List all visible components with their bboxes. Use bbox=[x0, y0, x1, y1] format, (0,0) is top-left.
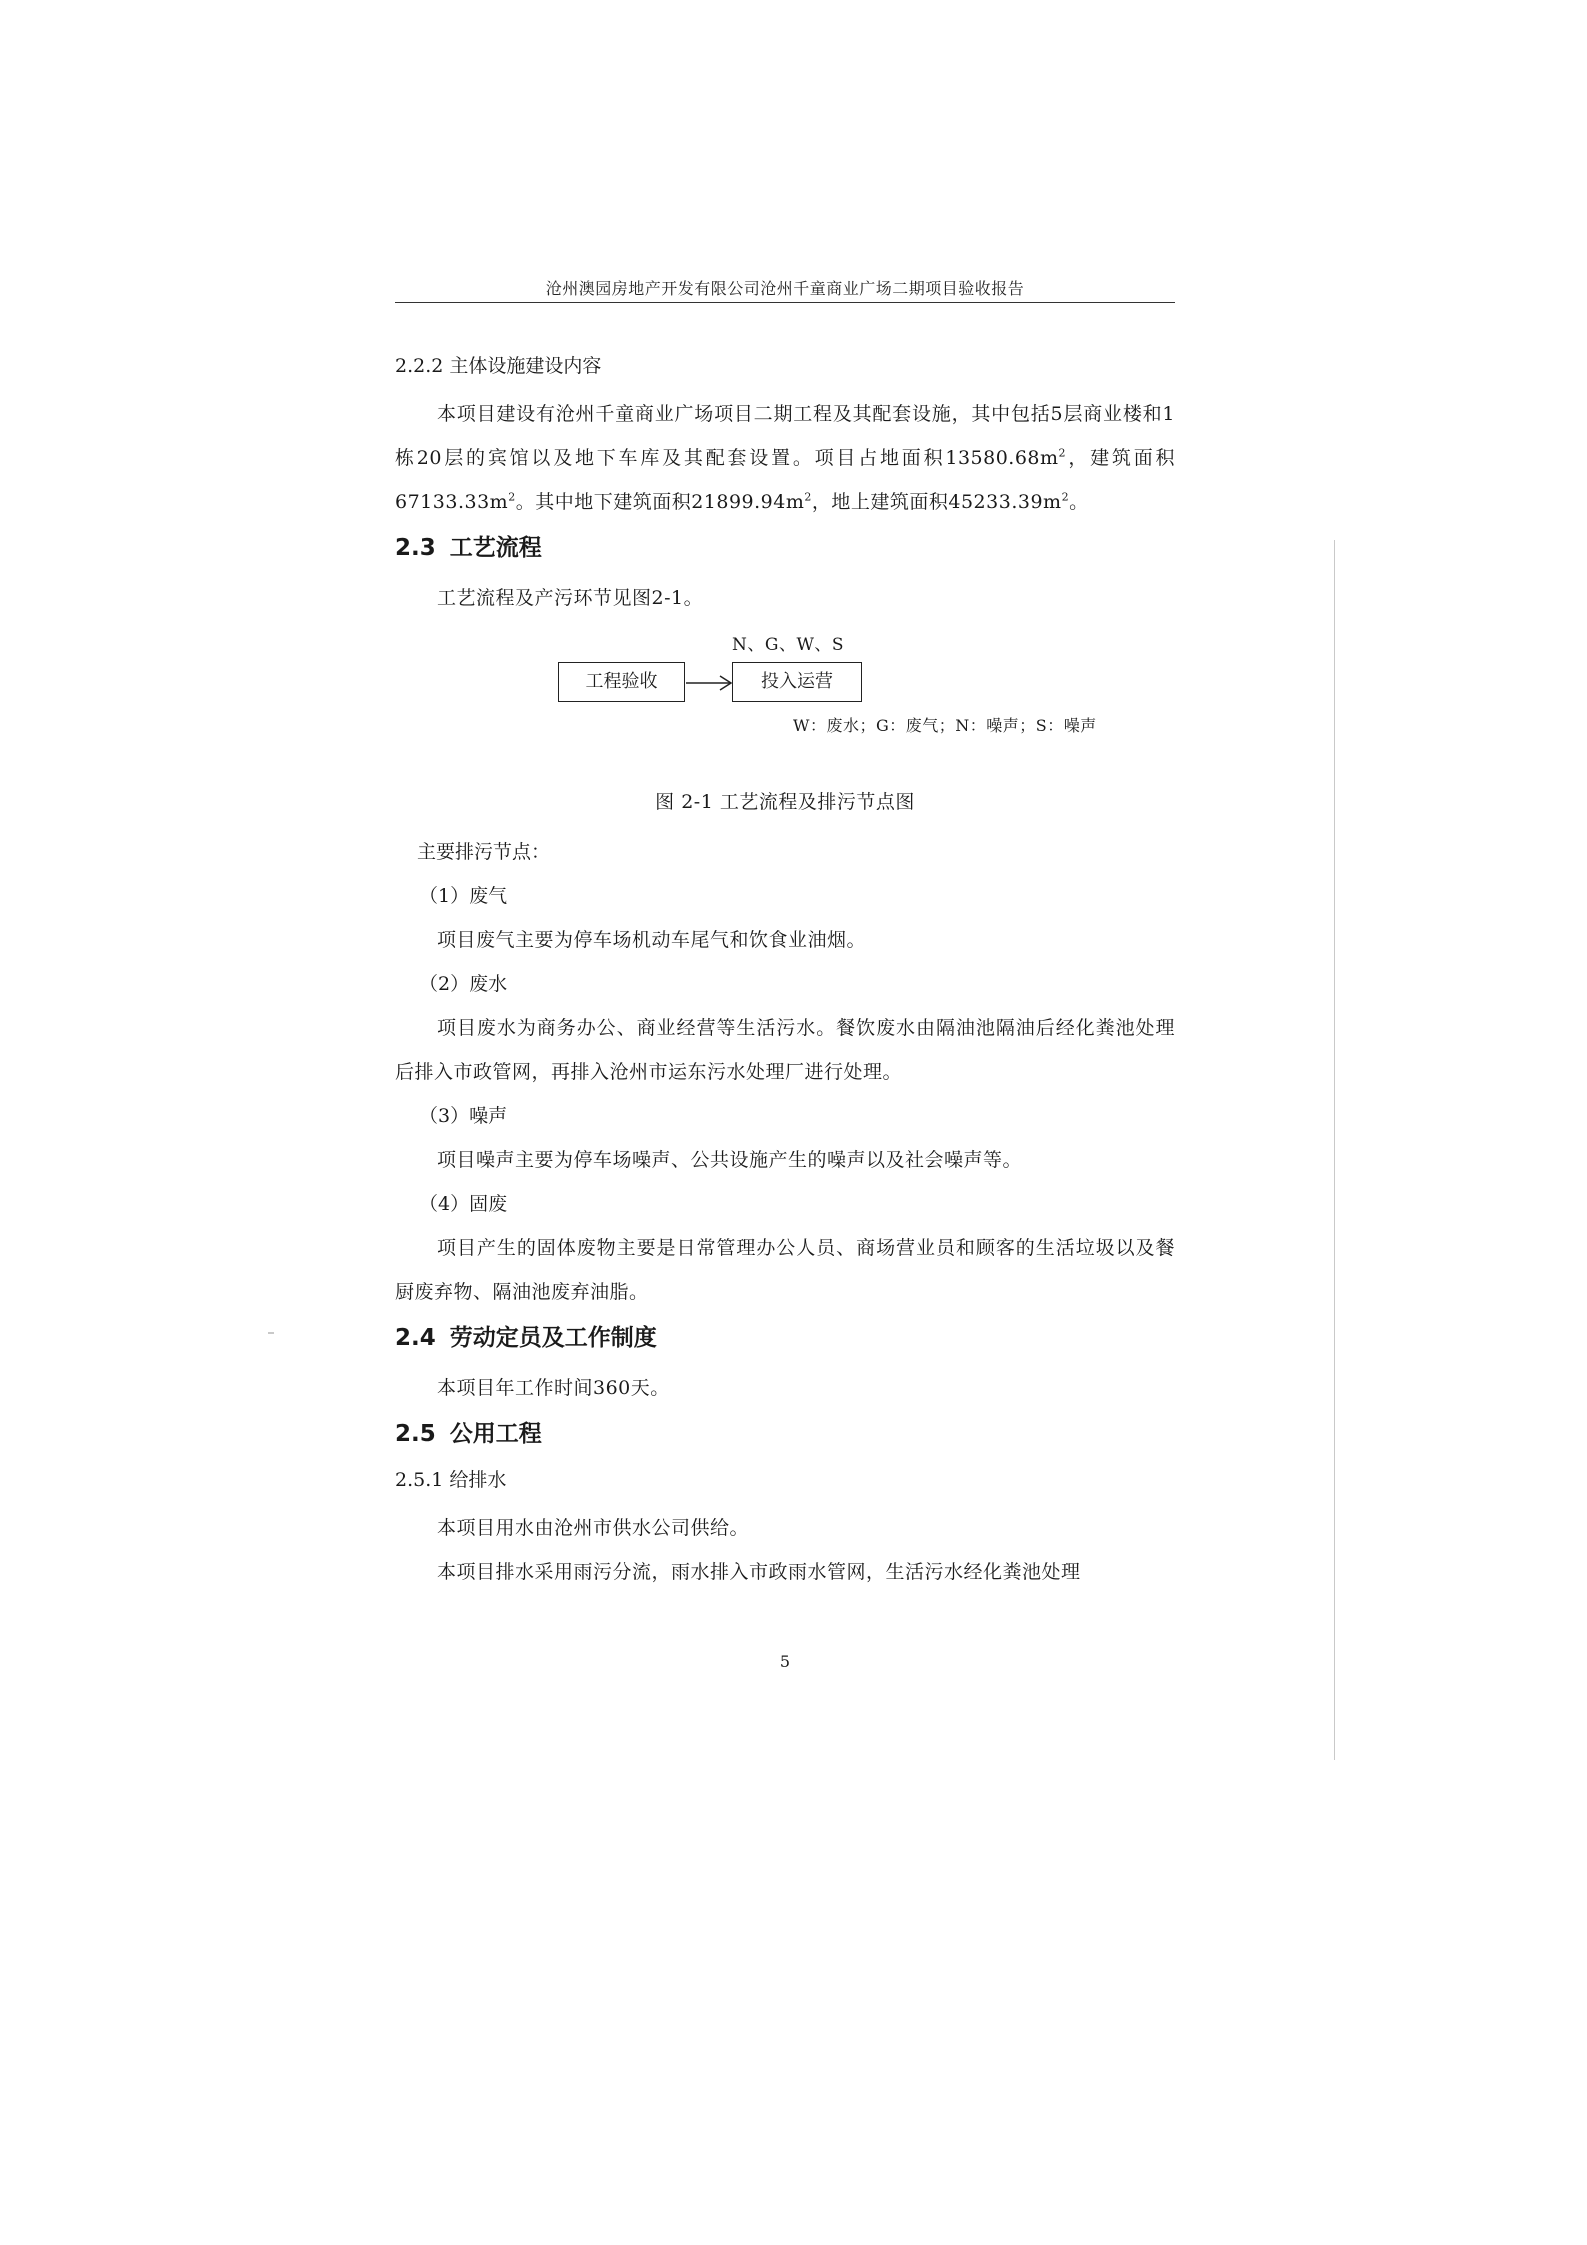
water-supply-text: 本项目用水由沧州市供水公司供给。 bbox=[437, 1517, 750, 1539]
item-label-waste-gas: （1）废气 bbox=[419, 885, 508, 907]
text-run: ，建筑面积67133.33m bbox=[395, 447, 1175, 513]
text-run: 。 bbox=[1069, 491, 1089, 513]
page-body bbox=[395, 348, 1175, 1594]
text-run: ，地上建筑面积45233.39m bbox=[811, 491, 1062, 513]
flow-arrow bbox=[686, 671, 732, 695]
item-text-noise: 项目噪声主要为停车场噪声、公共设施产生的噪声以及社会噪声等。 bbox=[437, 1149, 1023, 1171]
item-label-solid-waste: （4）固废 bbox=[419, 1193, 508, 1215]
discharge-nodes-title: 主要排污节点： bbox=[417, 841, 551, 863]
superscript: 2 bbox=[1061, 490, 1070, 504]
process-intro: 工艺流程及产污环节见图2-1。 bbox=[437, 587, 704, 609]
section-number: 2.4 bbox=[395, 1325, 436, 1351]
section-title: 工艺流程 bbox=[449, 535, 542, 561]
header-rule bbox=[395, 302, 1175, 303]
subsection-heading-2-2-2: 2.2.2 主体设施建设内容 bbox=[395, 355, 602, 377]
text-run: 本项目建设有沧州千童商业广场项目二期工程及其配套设施，其中包括5层商业楼和1栋20层的宾馆以及地下车库及其配套设置。项目占地面积13580.68m bbox=[395, 403, 1175, 469]
item-label-noise: （3）噪声 bbox=[419, 1105, 508, 1127]
superscript: 2 bbox=[804, 490, 812, 504]
process-flow-diagram bbox=[395, 628, 1175, 778]
section-number: 2.5 bbox=[395, 1421, 436, 1447]
scan-speck bbox=[268, 1332, 274, 1334]
work-schedule-text: 本项目年工作时间360天。 bbox=[437, 1377, 670, 1399]
item-text-waste-gas: 项目废气主要为停车场机动车尾气和饮食业油烟。 bbox=[437, 929, 867, 951]
page-number: 5 bbox=[779, 1652, 791, 1671]
running-header: 沧州澳园房地产开发有限公司沧州千童商业广场二期项目验收报告 bbox=[545, 279, 1025, 298]
section-number: 2.3 bbox=[395, 535, 436, 561]
item-text-solid-waste: 项目产生的固体废物主要是日常管理办公人员、商场营业员和顾客的生活垃圾以及餐厨废弃物、隔油池废弃油脂。 bbox=[395, 1237, 1175, 1303]
superscript: 2 bbox=[508, 490, 516, 504]
superscript: 2 bbox=[1058, 446, 1067, 460]
diagram-legend: W：废水；G：废气；N：噪声；S：噪声 bbox=[793, 716, 1097, 735]
section-heading-2-5 bbox=[395, 1410, 1175, 1462]
section-title: 劳动定员及工作制度 bbox=[449, 1325, 657, 1351]
text-run: 。其中地下建筑面积21899.94m bbox=[515, 491, 805, 513]
section-heading-2-4 bbox=[395, 1314, 1175, 1366]
flow-box-acceptance: 工程验收 bbox=[558, 662, 685, 702]
section-heading-2-3 bbox=[395, 524, 1175, 576]
emission-labels: N、G、W、S bbox=[732, 635, 845, 655]
drainage-text: 本项目排水采用雨污分流，雨水排入市政雨水管网，生活污水经化粪池处理 bbox=[437, 1561, 1081, 1583]
item-label-waste-water: （2）废水 bbox=[419, 973, 508, 995]
item-text-waste-water: 项目废水为商务办公、商业经营等生活污水。餐饮废水由隔油池隔油后经化粪池处理后排入市政管网，再排入沧州市运东污水处理厂进行处理。 bbox=[395, 1017, 1175, 1083]
figure-caption: 图 2-1 工艺流程及排污节点图 bbox=[655, 791, 915, 813]
flow-box-operation: 投入运营 bbox=[732, 662, 862, 702]
scan-edge-line bbox=[1334, 540, 1335, 1760]
paragraph-main-facilities bbox=[395, 392, 1175, 524]
subsection-heading-2-5-1: 2.5.1 给排水 bbox=[395, 1469, 507, 1491]
section-title: 公用工程 bbox=[449, 1421, 542, 1447]
